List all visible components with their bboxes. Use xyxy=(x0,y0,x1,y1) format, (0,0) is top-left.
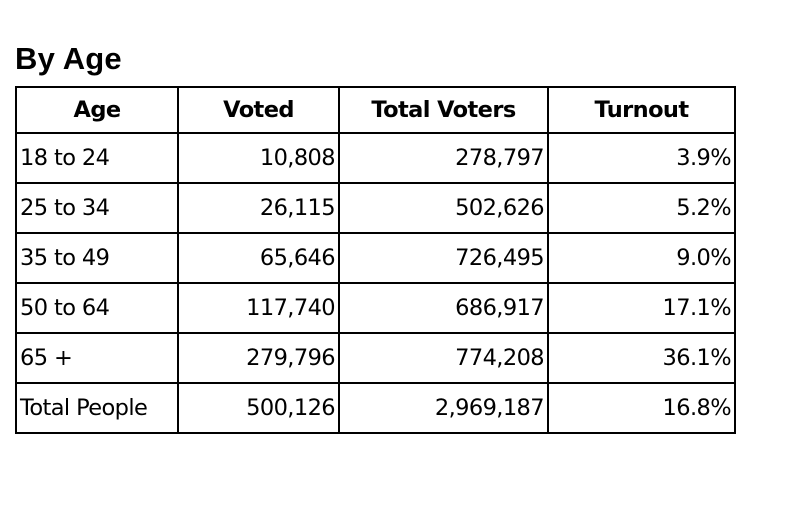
table-row xyxy=(16,333,735,383)
total-voters-cell: 278,797 xyxy=(339,133,548,183)
age-cell: 18 to 24 xyxy=(16,133,178,183)
voted-cell: 500,126 xyxy=(178,383,339,433)
table-header-row xyxy=(16,87,735,133)
table-row xyxy=(16,133,735,183)
age-turnout-table xyxy=(15,86,736,434)
table-row xyxy=(16,183,735,233)
column-header-age: Age xyxy=(16,87,178,133)
voted-cell: 279,796 xyxy=(178,333,339,383)
total-voters-cell: 2,969,187 xyxy=(339,383,548,433)
age-cell: 50 to 64 xyxy=(16,283,178,333)
total-voters-cell: 502,626 xyxy=(339,183,548,233)
turnout-cell: 17.1% xyxy=(548,283,735,333)
column-header-turnout: Turnout xyxy=(548,87,735,133)
voted-cell: 10,808 xyxy=(178,133,339,183)
turnout-cell: 5.2% xyxy=(548,183,735,233)
voted-cell: 65,646 xyxy=(178,233,339,283)
age-cell: Total People xyxy=(16,383,178,433)
table-row xyxy=(16,233,735,283)
turnout-cell: 16.8% xyxy=(548,383,735,433)
table-row-total xyxy=(16,383,735,433)
column-header-voted: Voted xyxy=(178,87,339,133)
total-voters-cell: 774,208 xyxy=(339,333,548,383)
age-cell: 65 + xyxy=(16,333,178,383)
age-cell: 25 to 34 xyxy=(16,183,178,233)
table-row xyxy=(16,283,735,333)
turnout-cell: 3.9% xyxy=(548,133,735,183)
column-header-total-voters: Total Voters xyxy=(339,87,548,133)
voted-cell: 117,740 xyxy=(178,283,339,333)
total-voters-cell: 686,917 xyxy=(339,283,548,333)
turnout-cell: 36.1% xyxy=(548,333,735,383)
turnout-cell: 9.0% xyxy=(548,233,735,283)
age-cell: 35 to 49 xyxy=(16,233,178,283)
voted-cell: 26,115 xyxy=(178,183,339,233)
total-voters-cell: 726,495 xyxy=(339,233,548,283)
page-title: By Age xyxy=(15,41,122,76)
